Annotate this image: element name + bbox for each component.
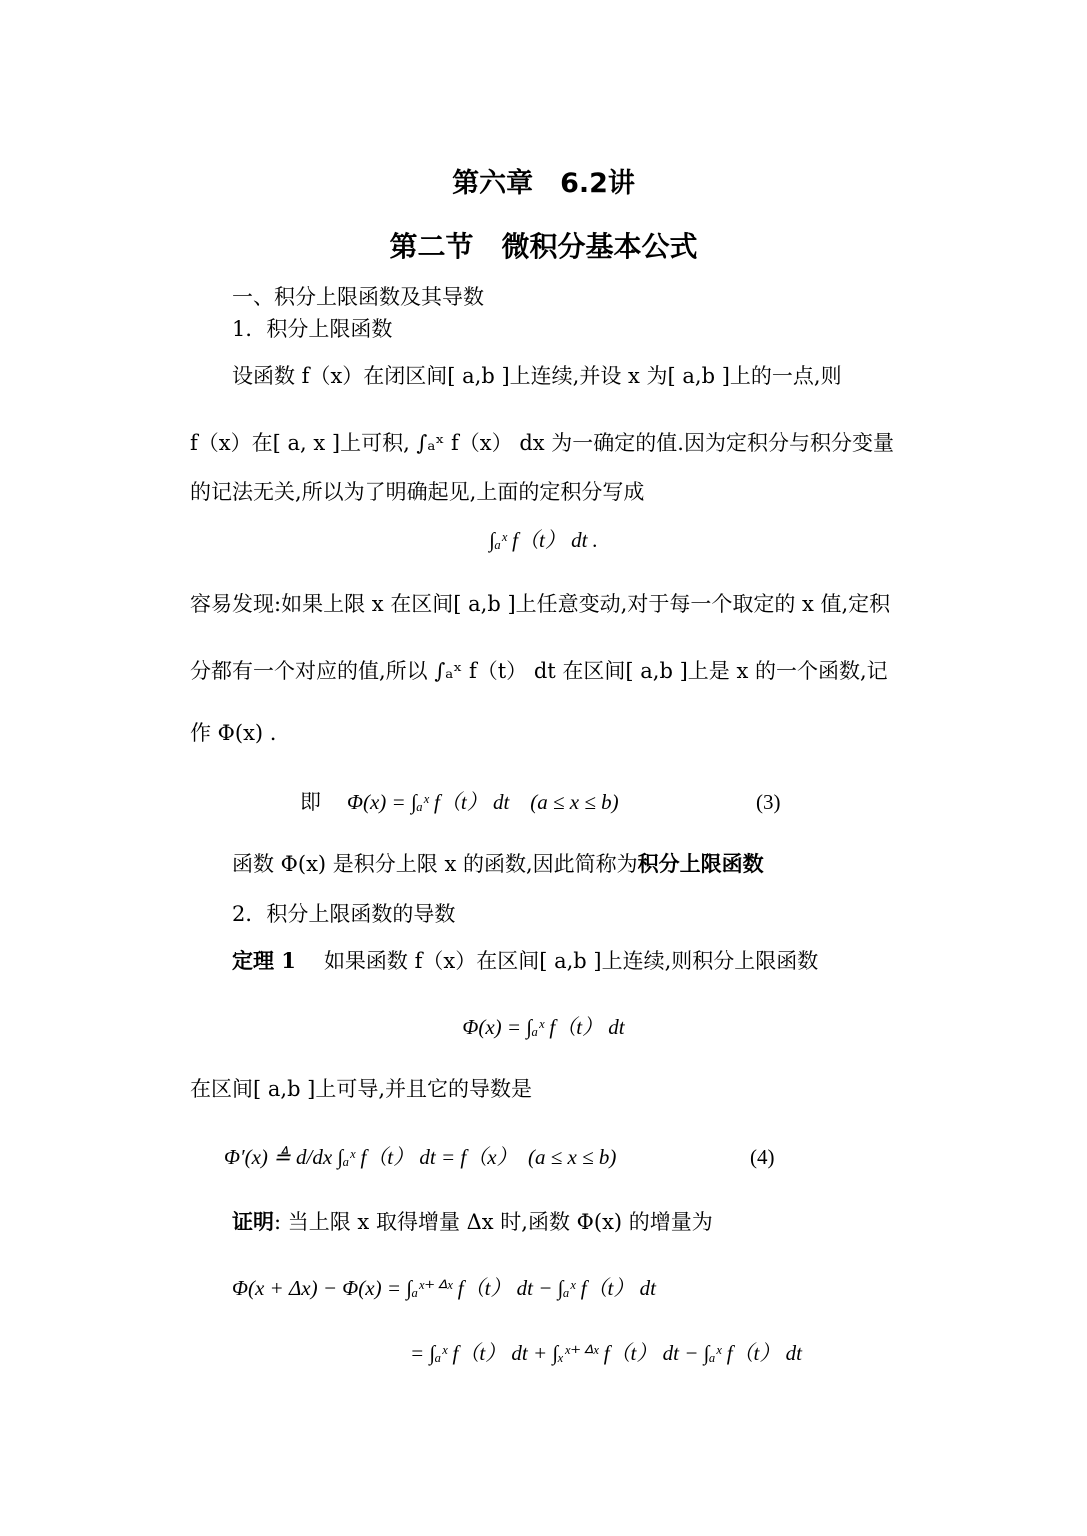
paragraph-line: 设函数 f（x）在闭区间[ a,b ]上连续,并设 x 为[ a,b ]上的一点,则 — [232, 364, 842, 388]
paragraph-line: 容易发现:如果上限 x 在区间[ a,b ]上任意变动,对于每一个取定的 x 值,定积 — [190, 592, 891, 616]
proof-label: 证明 — [232, 1209, 274, 1234]
proof-text: : 当上限 x 取得增量 Δx 时,函数 Φ(x) 的增量为 — [274, 1210, 713, 1234]
proof-equation: = ∫ₐˣ f（t） dt + ∫ₓˣ⁺ᐞˣ f（t） dt − ∫ₐˣ f（t） dt — [410, 1341, 802, 1365]
defined-term: 积分上限函数 — [637, 851, 764, 876]
section-title: 第二节 微积分基本公式 — [389, 230, 698, 263]
proof-equation: Φ(x + Δx) − Φ(x) = ∫ₐˣ⁺ᐞˣ f（t） dt − ∫ₐˣ f（t） dt — [232, 1276, 656, 1300]
subsection-heading: 一、积分上限函数及其导数 — [232, 285, 484, 309]
paragraph-line: 分都有一个对应的值,所以 ∫ₐˣ f（t） dt 在区间[ a,b ]上是 x 的一个函数,记 — [190, 659, 888, 683]
list-item-2: 2．积分上限函数的导数 — [232, 902, 456, 926]
integral-formula: Φ(x) = ∫ₐˣ f（t） dt — [462, 1015, 625, 1039]
definition-text: 函数 Φ(x) 是积分上限 x 的函数,因此简称为 — [232, 852, 638, 876]
paragraph-line: f（x）在[ a, x ]上可积, ∫ₐˣ f（x） dx 为一确定的值.因为定积分与积分变量 — [190, 431, 894, 455]
paragraph-line — [232, 853, 764, 875]
equation-prefix: 即 — [300, 790, 321, 814]
equation-number: (4) — [750, 1145, 775, 1169]
paragraph-line: 在区间[ a,b ]上可导,并且它的导数是 — [190, 1077, 533, 1101]
equation-3: Φ(x) = ∫ₐˣ f（t） dt (a ≤ x ≤ b) — [347, 790, 619, 814]
theorem-statement — [232, 950, 818, 972]
list-item-1: 1．积分上限函数 — [232, 317, 393, 341]
paragraph-line: 的记法无关,所以为了明确起见,上面的定积分写成 — [190, 480, 645, 504]
theorem-text: 如果函数 f（x）在区间[ a,b ]上连续,则积分上限函数 — [323, 949, 819, 973]
equation-4: Φ′(x) ≜ d/dx ∫ₐˣ f（t） dt = f（x） (a ≤ x ≤ b) — [224, 1145, 617, 1169]
equation-number: (3) — [756, 790, 781, 814]
integral-formula: ∫ₐˣ f（t） dt . — [489, 528, 598, 552]
theorem-label: 定理 1 — [232, 948, 296, 973]
chapter-title: 第六章 6.2讲 — [452, 168, 635, 199]
paragraph-line: 作 Φ(x) . — [190, 721, 277, 745]
proof-line — [232, 1211, 713, 1233]
